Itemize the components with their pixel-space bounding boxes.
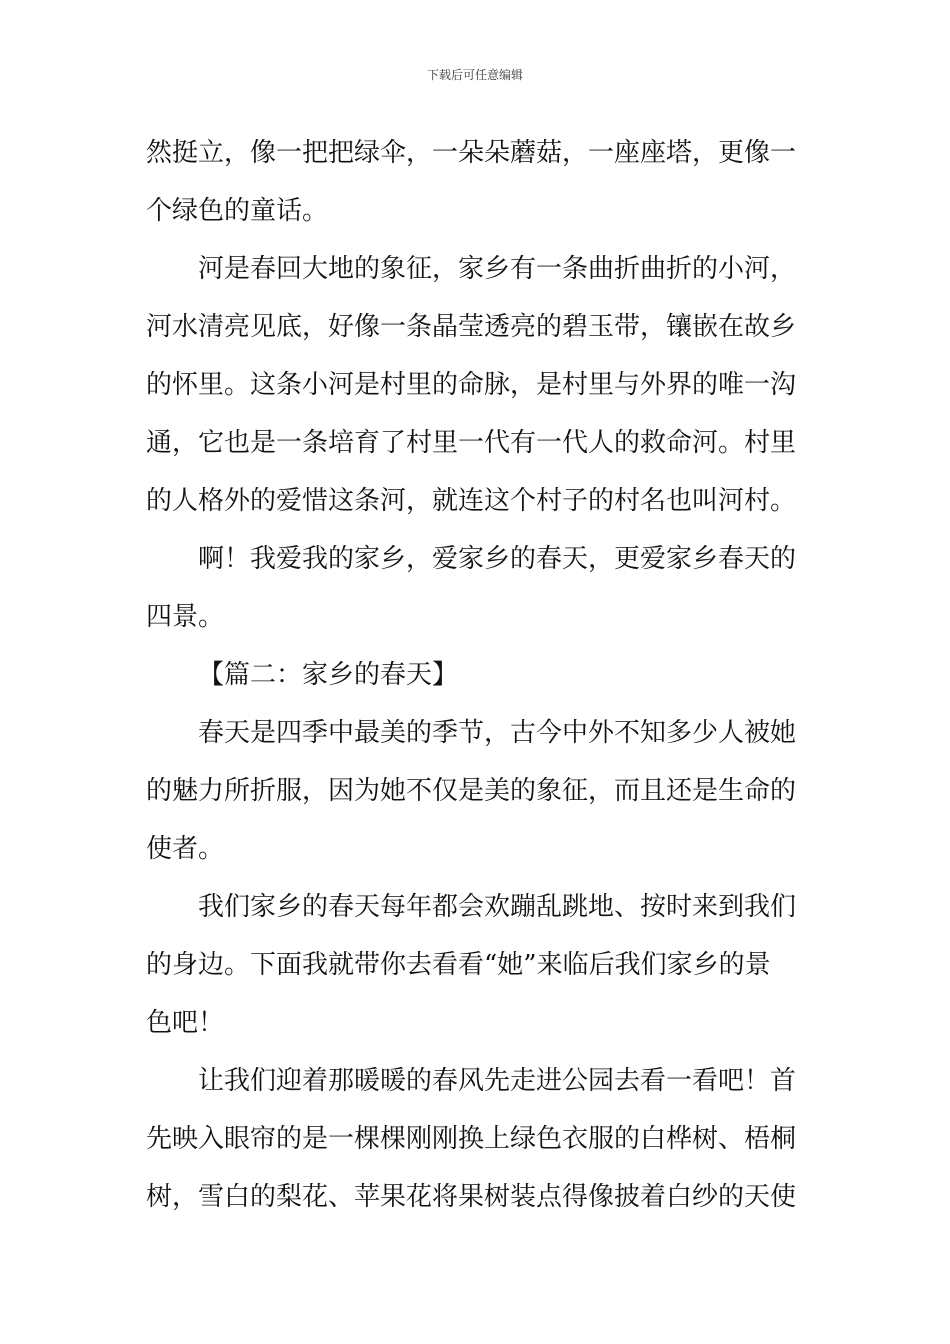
text-line: 的魅力所折服，因为她不仅是美的象征，而且还是生命的	[146, 776, 797, 806]
section-heading: 【篇二：家乡的春天】	[198, 660, 459, 690]
text-line: 先映入眼帘的是一棵棵刚刚换上绿色衣服的白桦树、梧桐	[146, 1124, 797, 1154]
document-body	[146, 124, 811, 1226]
page-header: 下载后可任意编辑	[426, 68, 523, 82]
text-line: 春天是四季中最美的季节，古今中外不知多少人被她	[198, 718, 797, 748]
text-line: 河是春回大地的象征，家乡有一条曲折曲折的小河，	[198, 254, 797, 284]
text-line: 然挺立，像一把把绿伞，一朵朵蘑菇，一座座塔，更像一	[146, 138, 797, 168]
text-line: 河水清亮见底，好像一条晶莹透亮的碧玉带，镶嵌在故乡	[146, 312, 797, 342]
text-line: 的身边。下面我就带你去看看“她”来临后我们家乡的景	[146, 950, 771, 980]
text-line: 我们家乡的春天每年都会欢蹦乱跳地、按时来到我们	[198, 892, 797, 922]
text-line: 啊！我爱我的家乡，爱家乡的春天，更爱家乡春天的	[198, 544, 797, 574]
text-line: 个绿色的童话。	[146, 196, 329, 226]
text-line: 色吧！	[146, 1008, 225, 1038]
text-line: 让我们迎着那暖暖的春风先走进公园去看一看吧！首	[198, 1066, 797, 1096]
text-line: 树，雪白的梨花、苹果花将果树装点得像披着白纱的天使	[146, 1182, 797, 1212]
text-line: 的人格外的爱惜这条河，就连这个村子的村名也叫河村。	[146, 486, 797, 516]
text-line: 的怀里。这条小河是村里的命脉，是村里与外界的唯一沟	[146, 370, 797, 400]
text-line: 使者。	[146, 834, 225, 864]
text-line: 四景。	[146, 602, 225, 632]
text-line: 通，它也是一条培育了村里一代有一代人的救命河。村里	[146, 428, 797, 458]
